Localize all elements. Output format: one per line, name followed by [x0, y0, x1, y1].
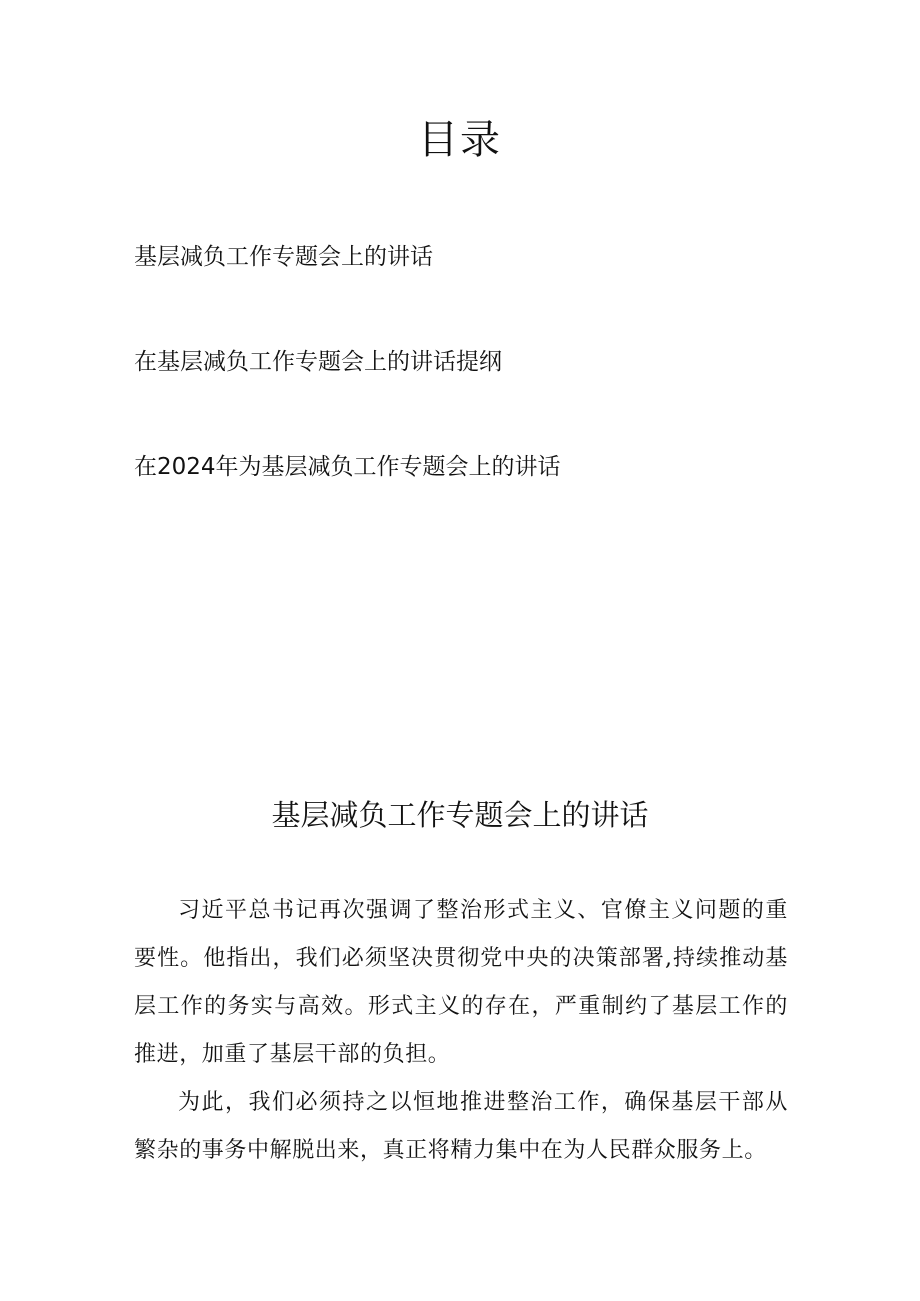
article-body: [134, 887, 788, 1175]
article-title: 基层减负工作专题会上的讲话: [271, 798, 649, 832]
toc-title: 目录: [418, 117, 502, 163]
toc-item-2[interactable]: 在基层减负工作专题会上的讲话提纲: [134, 349, 502, 375]
article-paragraph-1: 习近平总书记再次强调了整治形式主义、官僚主义问题的重要性。他指出，我们必须坚决贯彻党中央的决策部署,持续推动基层工作的务实与高效。形式主义的存在，严重制约了基层工作的推进，加重了基层干部的负担。: [134, 898, 788, 1067]
toc-item-1[interactable]: 基层减负工作专题会上的讲话: [134, 244, 433, 270]
article-paragraph-2: 为此，我们必须持之以恒地推进整治工作，确保基层干部从繁杂的事务中解脱出来，真正将精力集中在为人民群众服务上。: [134, 1090, 788, 1163]
toc-item-3[interactable]: 在2024年为基层减负工作专题会上的讲话: [134, 454, 561, 480]
